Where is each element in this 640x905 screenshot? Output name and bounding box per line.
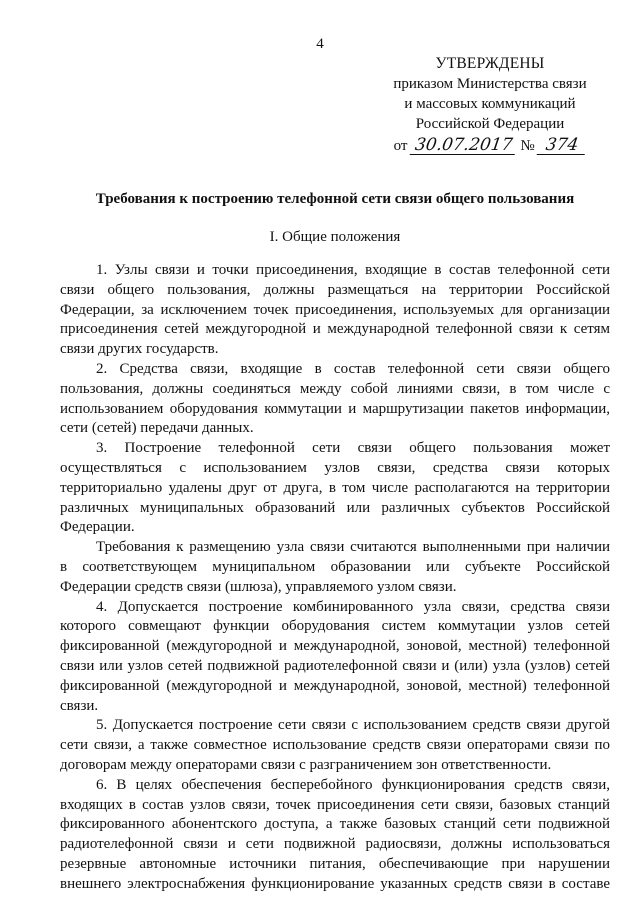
paragraph-line: использованием оборудования коммутации и маршрутизации пакетов информации, [60,400,610,417]
paragraph-line: 4. Допускается построение комбинированного узла связи, средства связи [96,598,610,615]
paragraph [60,261,610,360]
paragraph-line: присоединения сетей междугородной и международной телефонной связи к сетям [60,321,610,338]
paragraph-line: 6. В целях обеспечения бесперебойного функционирования средств связи, [96,776,610,793]
paragraph-line: связи или узлов сетей подвижной радиотелефонной связи и (или) узла (узлов) сетей [60,657,610,674]
paragraph-line: связи. [60,697,99,714]
paragraph-line: территориально удалены друг от друга, в том числе располагаются на территории [60,479,610,496]
order-prefix: от [393,138,408,154]
paragraph-line: сети (сетей) передачи данных. [60,420,254,437]
paragraph-line: осуществляться с использованием узлов связи, средства связи которых [60,459,610,476]
approval-title: УТВЕРЖДЕНЫ [435,55,545,72]
paragraph-line: различных муниципальных образований или различных субъектов Российской [60,499,610,516]
paragraph [60,538,610,597]
paragraph-line: входящих в состав узлов связи, точек присоединения сети связи, базовых станций [60,796,610,813]
paragraph-line: 2. Средства связи, входящие в состав телефонной сети связи общего [96,360,610,377]
paragraph-line: радиотелефонной связи и сети подвижной радиосвязи, должны использоваться [60,836,610,853]
paragraph [60,716,610,775]
paragraph-line: резервные автономные источники питания, обеспечивающие при нарушении [60,855,610,872]
page-number: 4 [316,36,324,52]
paragraph-line: фиксированной (междугородной и международной, зоновой, местной) телефонной [60,638,610,655]
paragraph-line: 5. Допускается построение сети связи с использованием средств связи другой [96,717,610,734]
paragraph-line: Требования к размещению узла связи считаются выполненными при наличии [96,539,610,556]
paragraph [60,439,610,538]
paragraph-line: 1. Узлы связи и точки присоединения, входящие в состав телефонной сети [96,262,610,278]
order-reference [380,136,600,156]
paragraph-line: фиксированной (междугородной и международной, зоновой, местной) телефонной [60,677,610,694]
paragraph-line: в соответствующем муниципальном образовании или субъекте Российской [60,558,610,575]
paragraph-line: связи других государств. [60,341,219,358]
paragraph-line: Федерации, за исключением точек присоединения, используемых для организации [60,301,610,318]
document-body [60,261,610,895]
order-number-label: № [520,138,535,154]
approval-line-1: приказом Министерства связи [393,76,587,92]
document-title: Требования к построению телефонной сети связи общего пользования [95,191,575,207]
approval-stamp [380,54,600,156]
order-date-handwritten: 30.07.2017 [410,136,518,155]
paragraph [60,360,610,439]
paragraph-line: Федерации средств связи (шлюза), управляемого узлом связи. [60,578,457,595]
order-number-handwritten: 374 [537,136,588,155]
paragraph-line: Федерации. [60,519,135,536]
approval-line-2: и массовых коммуникаций [404,96,576,112]
paragraph [60,598,610,717]
paragraph-line: пользования, должны соединяться между собой линиями связи, в том числе с [60,380,610,397]
paragraph-line: договорам между операторами связи с разграничением зон ответственности. [60,756,552,773]
paragraph-line: внешнего электроснабжения функционирование указанных средств связи в составе [60,875,610,892]
paragraph-line: 3. Построение телефонной сети связи общего пользования может [96,440,610,457]
paragraph-line: сети связи, а также совместное использование средств связи операторами связи по [60,737,610,754]
paragraph-line: которого совмещают функции оборудования систем коммутации узлов сетей [60,618,610,635]
paragraph [60,776,610,895]
section-title: I. Общие положения [269,229,401,245]
paragraph-line: фиксированного абонентского доступа, а также базовых станций сети подвижной [60,816,610,833]
paragraph-line: связи общего пользования, должны размещаться на территории Российской [60,281,610,298]
approval-line-3: Российской Федерации [415,116,565,132]
